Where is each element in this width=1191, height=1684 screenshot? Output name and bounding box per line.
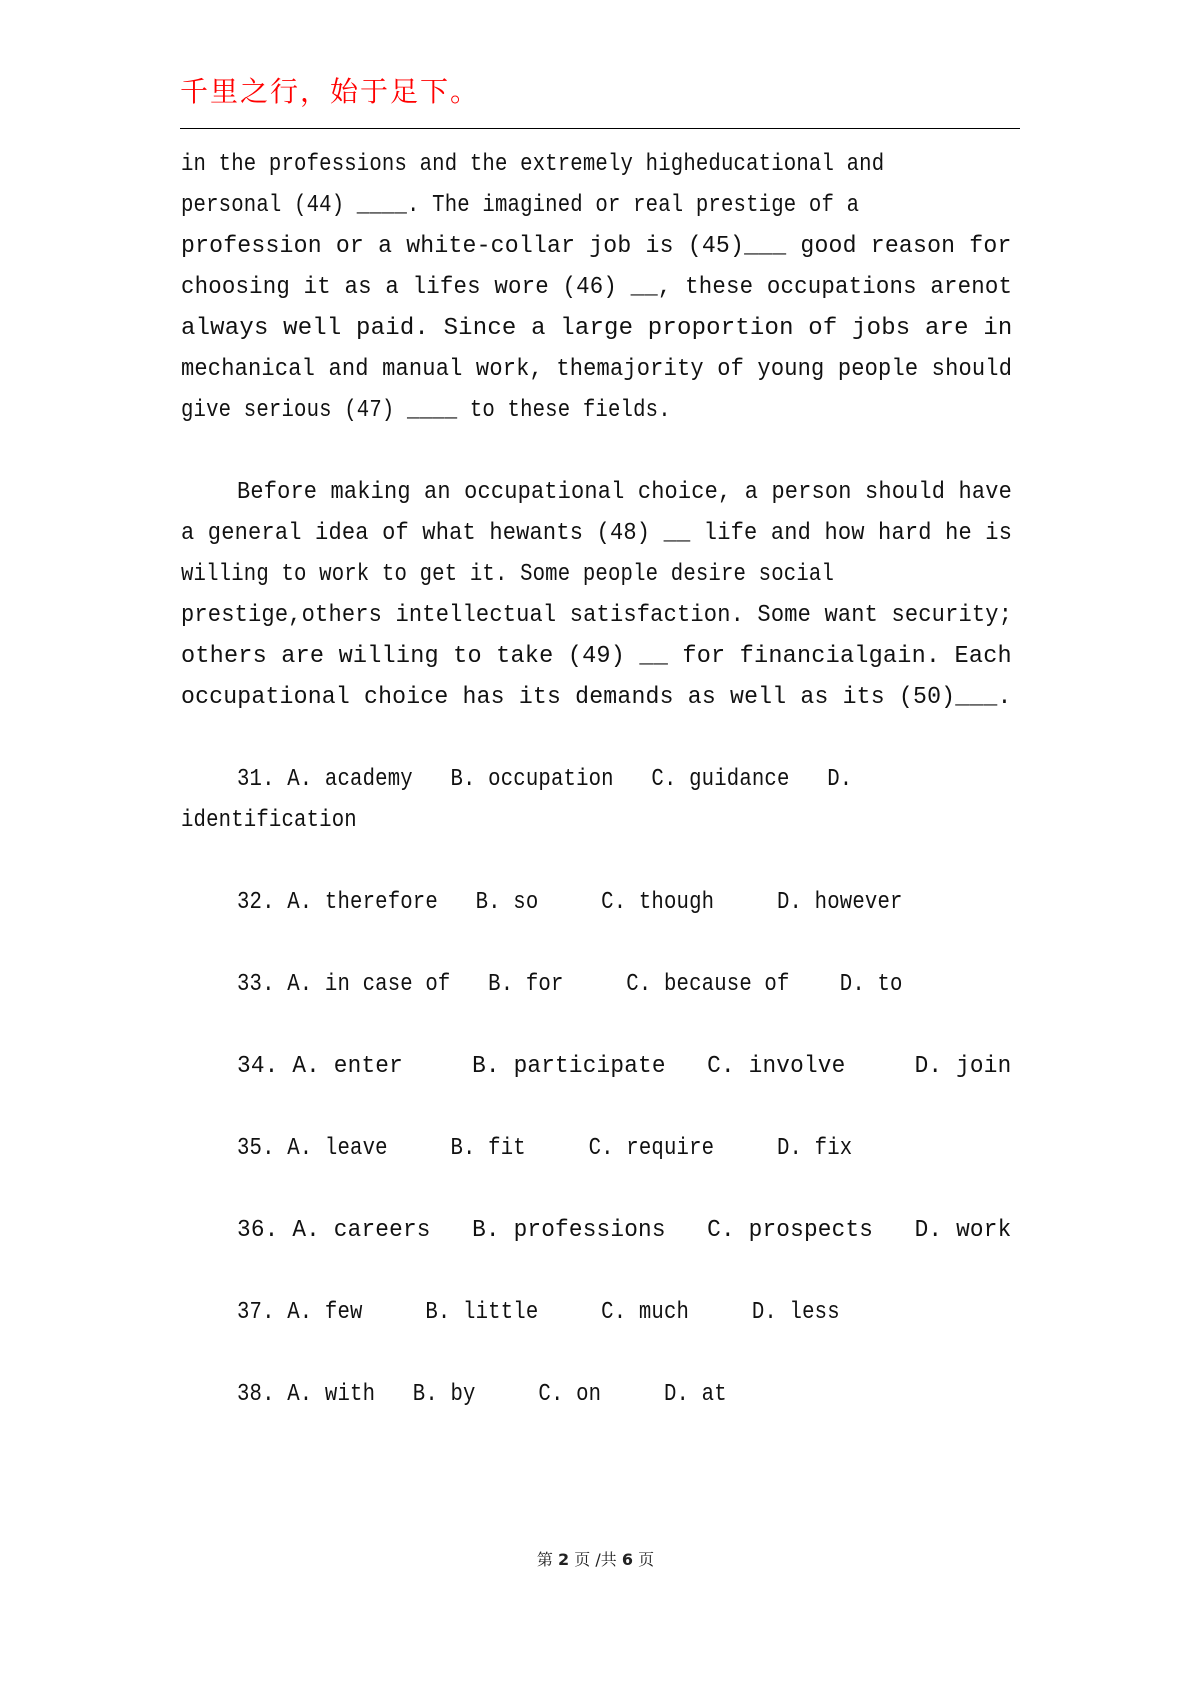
text-line: mechanical and manual work, themajority of young people should [181, 356, 1013, 383]
header-motto: 千里之行，始于足下。 [180, 75, 481, 108]
question-38: 38. A. with B. by C. on D. at [237, 1381, 727, 1408]
text-line: choosing it as a lifes wore (46) __, these occupations arenot [181, 274, 1013, 301]
text-line: a general idea of what hewants (48) __ life and how hard he is [181, 520, 1013, 547]
question-31-continuation: identification [181, 807, 357, 834]
text-line: give serious (47) ____ to these fields. [181, 397, 671, 424]
text-line: occupational choice has its demands as well as its (50)___. [181, 684, 1012, 711]
question-31: 31. A. academy B. occupation C. guidance D. [237, 766, 853, 793]
question-37: 37. A. few B. little C. much D. less [237, 1299, 840, 1326]
total-page-count: 6 [621, 1550, 633, 1569]
footer-middle: 页 /共 [574, 1550, 617, 1569]
text-line: always well paid. Since a large proportion of jobs are in [181, 315, 1013, 342]
footer-prefix: 第 [536, 1550, 553, 1569]
text-line: in the professions and the extremely higheducational and [181, 151, 885, 178]
question-35: 35. A. leave B. fit C. require D. fix [237, 1135, 853, 1162]
question-33: 33. A. in case of B. for C. because of D. to [237, 971, 903, 998]
footer-suffix: 页 [638, 1550, 655, 1569]
text-line: Before making an occupational choice, a person should have [237, 479, 1012, 506]
page-footer [0, 1547, 1191, 1570]
text-line: personal (44) ____. The imagined or real prestige of a [181, 192, 860, 219]
text-line: prestige,others intellectual satisfaction. Some want security; [181, 602, 1013, 629]
header-divider [180, 128, 1020, 129]
question-36: 36. A. careers B. professions C. prospects D. work [237, 1217, 1012, 1244]
text-line: profession or a white-collar job is (45)___ good reason for [181, 233, 1012, 260]
current-page-number: 2 [558, 1550, 570, 1569]
text-line: others are willing to take (49) __ for financialgain. Each [181, 643, 1012, 670]
text-line: willing to work to get it. Some people desire social [181, 561, 835, 588]
question-34: 34. A. enter B. participate C. involve D. join [237, 1053, 1012, 1080]
question-32: 32. A. therefore B. so C. though D. however [237, 889, 903, 916]
